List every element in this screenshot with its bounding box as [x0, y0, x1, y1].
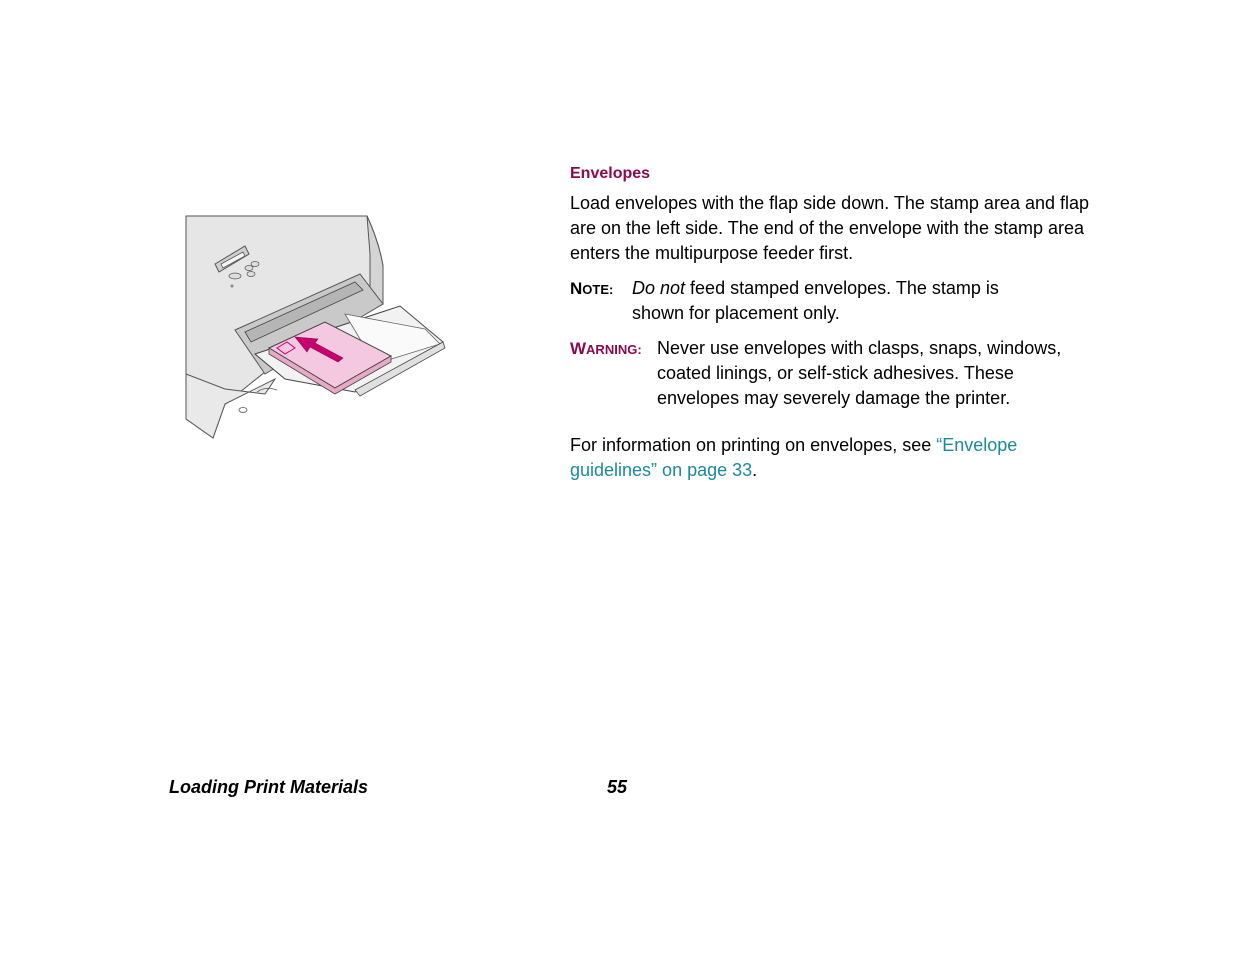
main-content	[570, 163, 1090, 483]
note-emphasis: Do not	[632, 278, 686, 298]
section-title: Envelopes	[570, 165, 651, 182]
printer-envelope-illustration	[185, 214, 447, 440]
warning-block	[570, 336, 1087, 411]
note-text: feed stamped envelopes. The stamp is shown for placement only.	[632, 278, 999, 323]
note-label: NOTE:	[570, 279, 614, 298]
info-text: For information on printing on envelopes, see	[570, 435, 937, 455]
envelope-guidelines-link[interactable]: “Envelope guidelines” on page 33	[570, 435, 1018, 480]
envelopes-paragraph: Load envelopes with the flap side down. The stamp area and flap are on the left side. The end of the envelope with the stamp area enters the multipurpose feeder first.	[570, 193, 1090, 263]
info-end: .	[752, 460, 758, 480]
warning-text: Never use envelopes with clasps, snaps, windows, coated linings, or self-stick adhesives. These envelopes may severely damage the printer.	[657, 338, 1062, 408]
warning-label: WARNING:	[570, 339, 642, 358]
note-block	[570, 276, 1022, 326]
info-paragraph	[570, 433, 1070, 483]
footer-chapter-title: Loading Print Materials	[169, 777, 369, 797]
footer-page-number: 55	[607, 777, 628, 797]
